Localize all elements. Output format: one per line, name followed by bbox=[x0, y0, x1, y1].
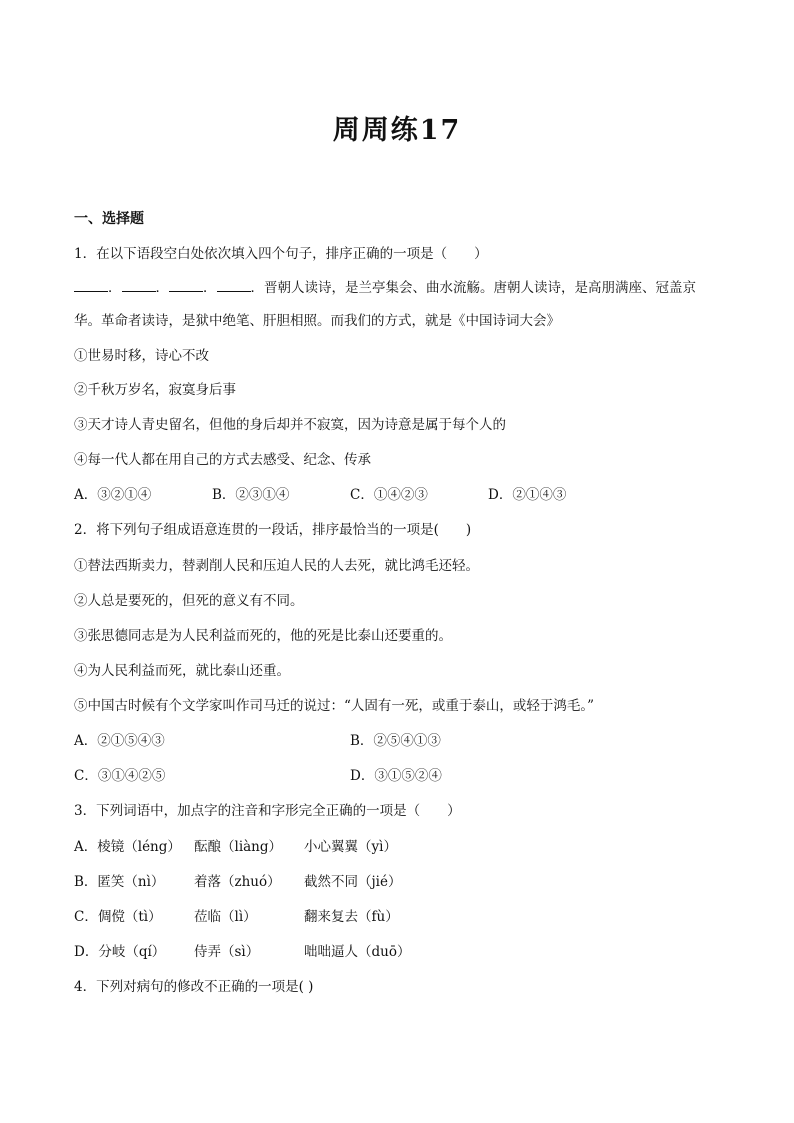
page-title: 周周练17 bbox=[332, 115, 462, 146]
q3-a-word-2: 酝酿（liàng） bbox=[194, 839, 283, 855]
q1-stem: 1．在以下语段空白处依次填入四个句子，排序正确的一项是（ ） bbox=[74, 246, 488, 262]
q2-option-a[interactable]: A．②①⑤④③ bbox=[74, 733, 165, 749]
q3-d-word-3: 咄咄逼人（duō） bbox=[304, 944, 411, 960]
q3-d-word-1: D．分岐（qí） bbox=[74, 944, 166, 960]
q3-b-word-2: 着落（zhuó） bbox=[194, 874, 281, 890]
q1-item-4: ④每一代人都在用自己的方式去感受、纪念、传承 bbox=[74, 452, 371, 468]
q3-c-word-3: 翻来复去（fù） bbox=[304, 909, 399, 925]
q2-item-2: ②人总是要死的，但死的意义有不同。 bbox=[74, 593, 304, 609]
q1-passage-line-1: ． ． ． ．晋朝人读诗，是兰亭集会、曲水流觞。唐朝人读诗，是高朋满座、冠盖京 bbox=[74, 278, 696, 298]
q3-option-a[interactable] bbox=[74, 837, 397, 857]
q2-item-1: ①替法西斯卖力，替剥削人民和压迫人民的人去死，就比鸿毛还轻。 bbox=[74, 558, 479, 574]
q3-option-c[interactable] bbox=[74, 907, 399, 927]
q4-stem: 4．下列对病句的修改不正确的一项是( ) bbox=[74, 979, 314, 995]
q1-option-d[interactable]: D．②①④③ bbox=[488, 487, 567, 503]
q2-stem: 2．将下列句子组成语意连贯的一段话，排序最恰当的一项是( ) bbox=[74, 522, 472, 538]
q1-option-b[interactable]: B．②③①④ bbox=[212, 487, 290, 503]
q1-option-c[interactable]: C．①④②③ bbox=[350, 487, 428, 503]
fill-blank bbox=[122, 279, 156, 292]
q2-option-c[interactable]: C．③①④②⑤ bbox=[74, 768, 166, 784]
q3-a-word-1: A．棱镜（léng） bbox=[74, 839, 181, 855]
q1-option-a[interactable]: A．③②①④ bbox=[74, 487, 152, 503]
section-heading: 一、选择题 bbox=[74, 211, 144, 227]
fill-blank bbox=[217, 279, 251, 292]
fill-blank bbox=[74, 279, 108, 292]
q3-c-word-1: C．倜傥（tì） bbox=[74, 909, 162, 925]
q2-option-d[interactable]: D．③①⑤②④ bbox=[350, 768, 442, 784]
q1-item-1: ①世易时移，诗心不改 bbox=[74, 348, 209, 364]
q2-option-b[interactable]: B．②⑤④①③ bbox=[350, 733, 441, 749]
q1-passage-text: ．晋朝人读诗，是兰亭集会、曲水流觞。唐朝人读诗，是高朋满座、冠盖京 bbox=[250, 280, 696, 296]
q1-item-3: ③天才诗人青史留名，但他的身后却并不寂寞，因为诗意是属于每个人的 bbox=[74, 417, 506, 433]
q1-item-2: ②千秋万岁名，寂寞身后事 bbox=[74, 382, 236, 398]
q3-a-word-3: 小心翼翼（yì） bbox=[304, 839, 397, 855]
q2-item-5: ⑤中国古时候有个文学家叫作司马迁的说过：“人固有一死，或重于泰山，或轻于鸿毛。” bbox=[74, 698, 595, 714]
q3-b-word-3: 截然不同（jié） bbox=[304, 874, 402, 890]
q2-item-4: ④为人民利益而死，就比泰山还重。 bbox=[74, 663, 290, 679]
q1-passage-line-2: 华。革命者读诗，是狱中绝笔、肝胆相照。而我们的方式，就是《中国诗词大会》 bbox=[74, 313, 560, 329]
q2-item-3: ③张思德同志是为人民利益而死的，他的死是比泰山还要重的。 bbox=[74, 628, 452, 644]
q3-d-word-2: 侍弄（sì） bbox=[194, 944, 260, 960]
fill-blank bbox=[169, 279, 203, 292]
q2-options-row-1 bbox=[74, 731, 626, 751]
q3-b-word-1: B．匿笑（nì） bbox=[74, 874, 165, 890]
q1-options bbox=[74, 485, 626, 505]
q3-stem: 3．下列词语中，加点字的注音和字形完全正确的一项是（ ） bbox=[74, 803, 461, 819]
q3-c-word-2: 莅临（lì） bbox=[194, 909, 257, 925]
q3-option-b[interactable] bbox=[74, 872, 402, 892]
q3-option-d[interactable] bbox=[74, 942, 410, 962]
q2-options-row-2 bbox=[74, 766, 626, 786]
